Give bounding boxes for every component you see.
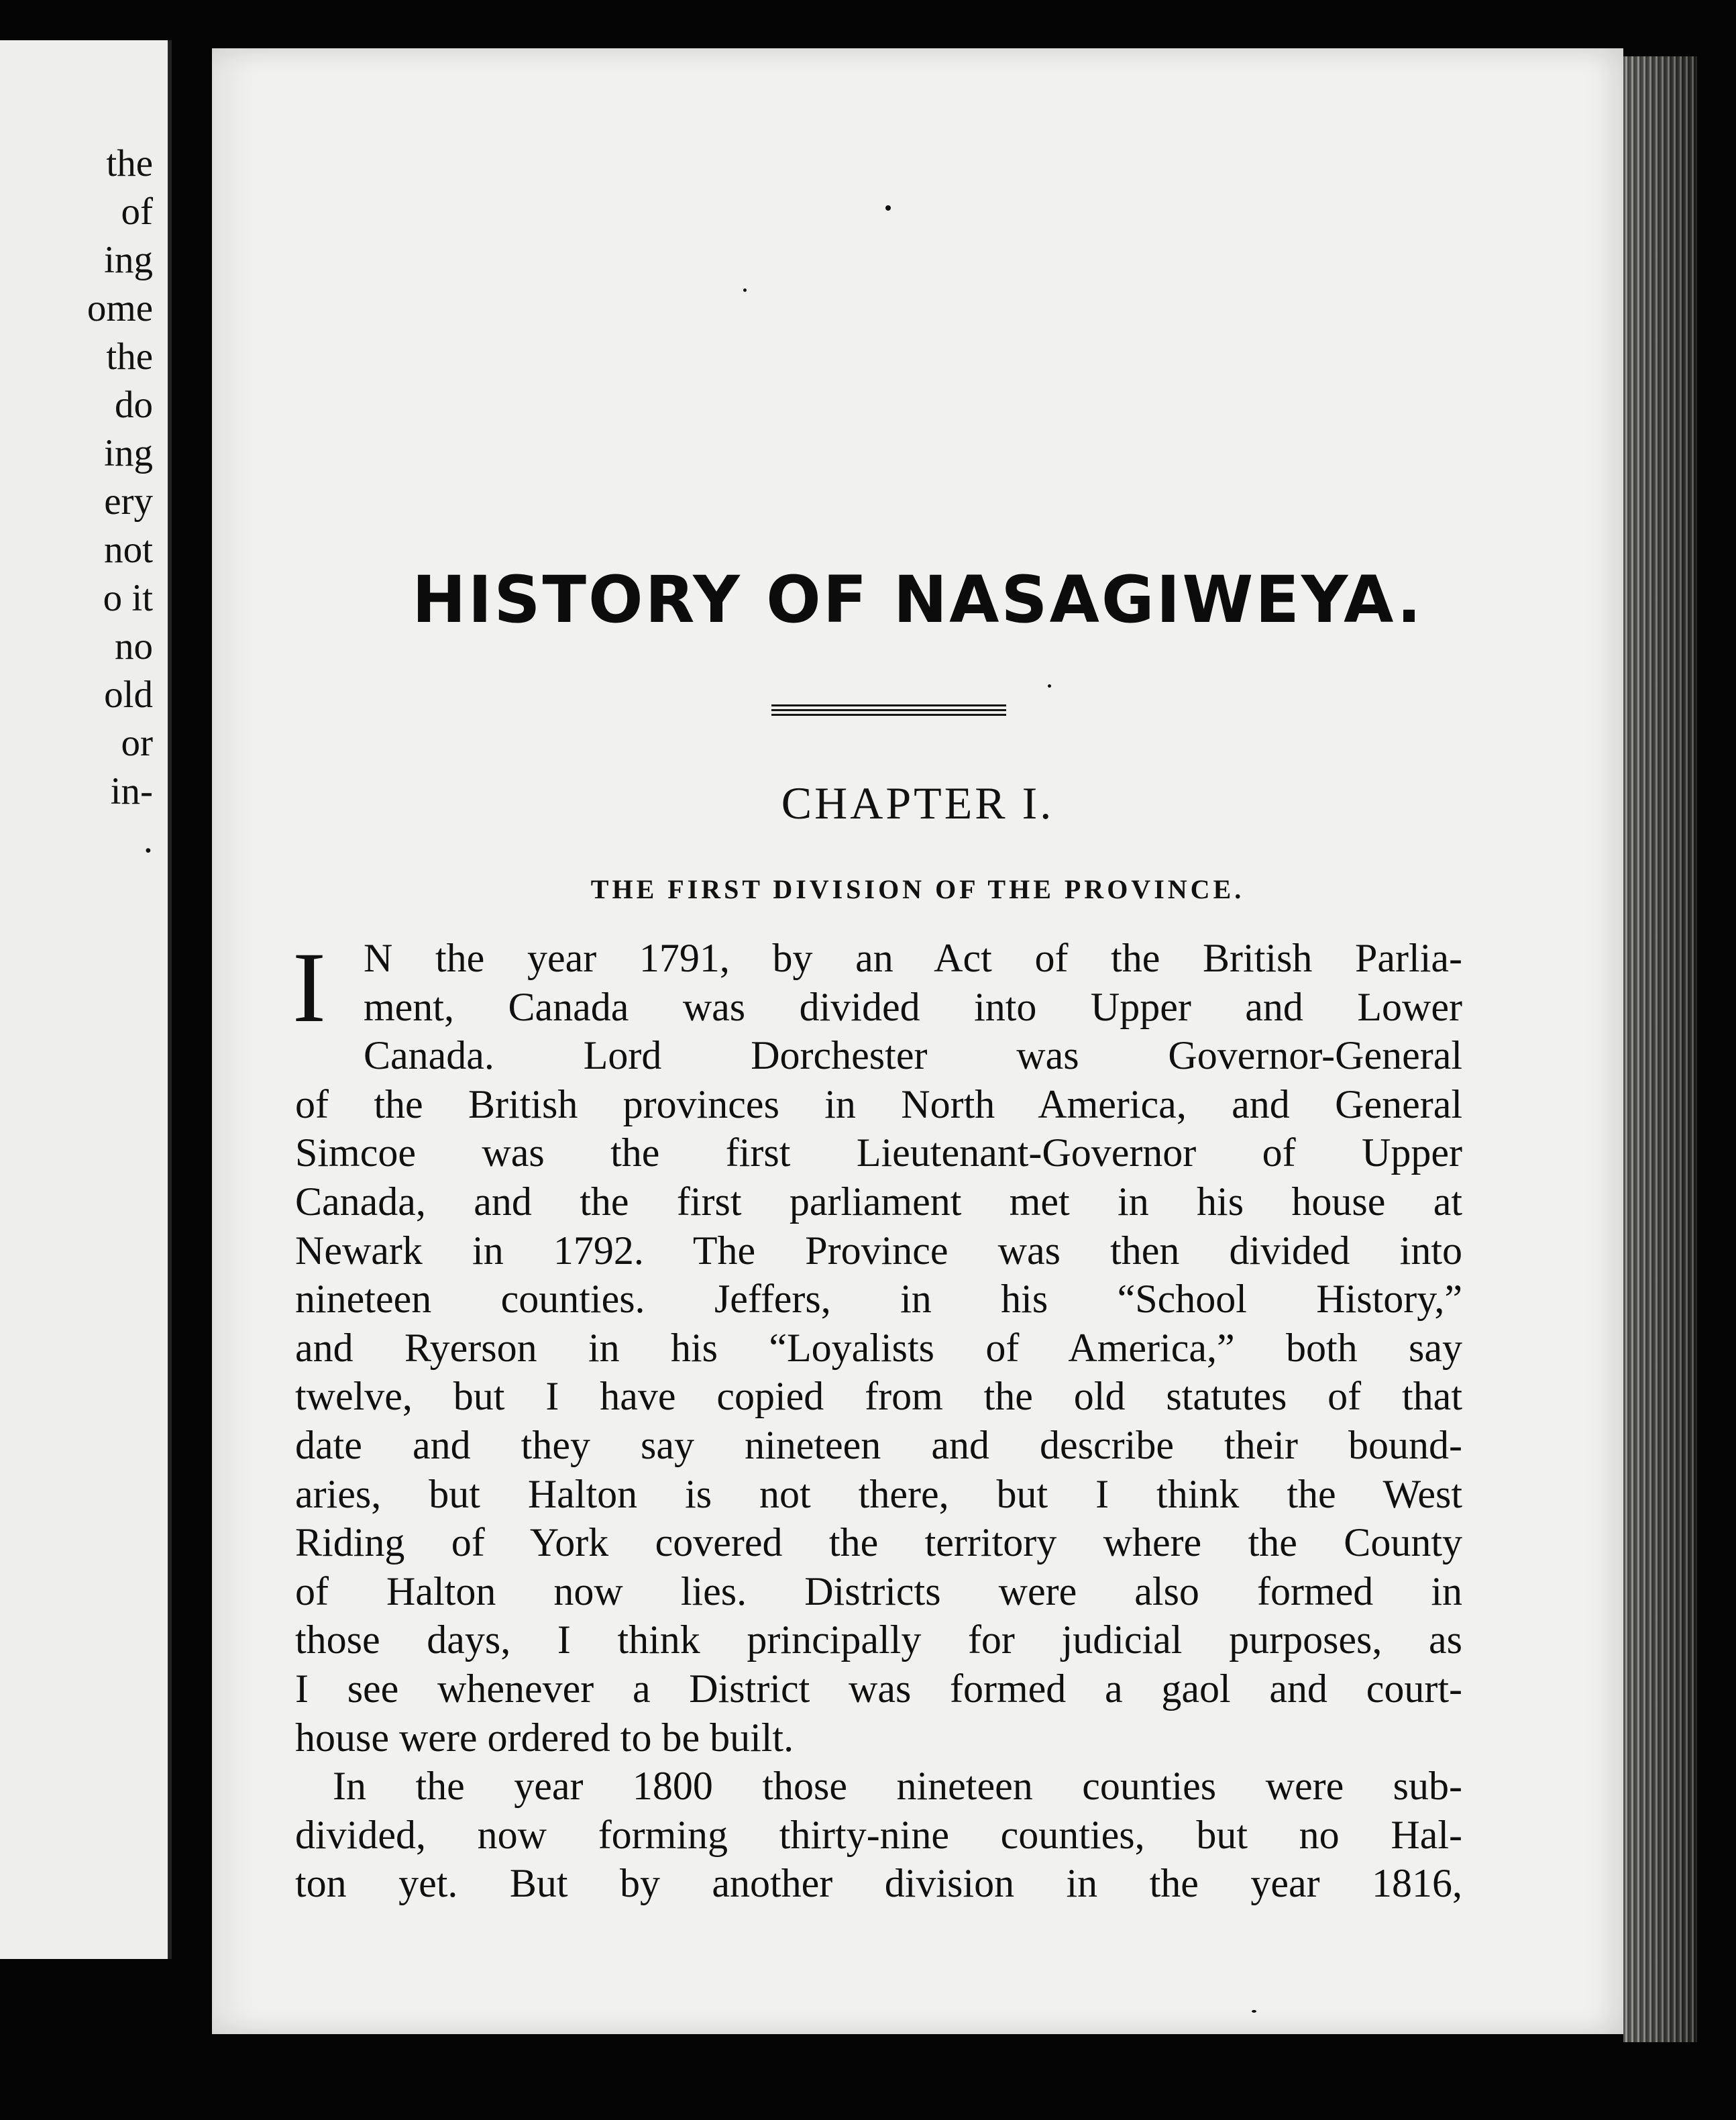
left-line: no xyxy=(115,625,153,668)
body-line: ton yet. But by another division in the year 1816, xyxy=(295,1861,1462,1906)
body-text xyxy=(292,932,1462,1908)
body-line: Newark in 1792. The Province was then divided into xyxy=(295,1228,1462,1273)
left-line: o it xyxy=(103,577,153,619)
drop-cap: I xyxy=(292,932,326,1043)
left-line: of xyxy=(121,191,153,233)
body-line: nineteen counties. Jeffers, in his “School History,” xyxy=(295,1277,1462,1322)
body-line: of Halton now lies. Districts were also formed in xyxy=(295,1569,1462,1613)
body-line: house were ordered to be built. xyxy=(295,1715,794,1760)
left-line: ing xyxy=(104,432,153,474)
page-edges xyxy=(1623,56,1697,2042)
left-line: ing xyxy=(104,239,153,281)
left-line: or xyxy=(121,722,153,764)
left-line: not xyxy=(104,529,153,571)
body-line: I see whenever a District was formed a gaol and court- xyxy=(295,1666,1462,1711)
body-line: and Ryerson in his “Loyalists of America,” both say xyxy=(295,1325,1462,1370)
ink-speck xyxy=(1048,684,1051,688)
body-line: of the British provinces in North America, and General xyxy=(295,1081,1462,1126)
body-line: twelve, but I have copied from the old statutes of that xyxy=(295,1374,1462,1419)
ink-speck xyxy=(885,205,891,211)
body-line: aries, but Halton is not there, but I think the West xyxy=(295,1471,1462,1516)
body-line: N the year 1791, by an Act of the British Parlia- xyxy=(364,936,1462,980)
body-line: date and they say nineteen and describe their bound- xyxy=(295,1422,1462,1467)
left-line: old xyxy=(104,674,153,716)
left-line: do xyxy=(115,384,153,426)
body-line: Canada. Lord Dorchester was Governor-General xyxy=(364,1033,1462,1078)
body-line: Simcoe was the first Lieutenant-Governor of Upper xyxy=(295,1130,1462,1175)
body-line: those days, I think principally for judicial purposes, as xyxy=(295,1618,1462,1662)
chapter-heading: CHAPTER I. xyxy=(781,778,1054,829)
left-line: ome xyxy=(87,287,153,329)
section-heading: THE FIRST DIVISION OF THE PROVINCE. xyxy=(590,874,1245,904)
left-facing-page xyxy=(0,40,172,1959)
body-line: In the year 1800 those nineteen counties were sub- xyxy=(333,1764,1462,1809)
left-line: ery xyxy=(104,480,153,523)
title-rule xyxy=(771,704,1006,721)
left-page-text xyxy=(87,140,153,864)
body-line: divided, now forming thirty-nine counties, but no Hal- xyxy=(295,1812,1462,1857)
page-title: HISTORY OF NASAGIWEYA. xyxy=(412,562,1423,637)
body-line: Canada, and the first parliament met in his house at xyxy=(295,1179,1462,1224)
left-line: in- xyxy=(110,770,153,812)
body-line: Riding of York covered the territory where the County xyxy=(295,1520,1462,1565)
ink-speck xyxy=(743,288,747,292)
body-line: ment, Canada was divided into Upper and Lower xyxy=(364,984,1462,1029)
left-line: . xyxy=(143,818,153,861)
left-line: the xyxy=(106,142,153,184)
left-line: the xyxy=(106,335,153,378)
ink-speck xyxy=(1252,2010,1256,2013)
